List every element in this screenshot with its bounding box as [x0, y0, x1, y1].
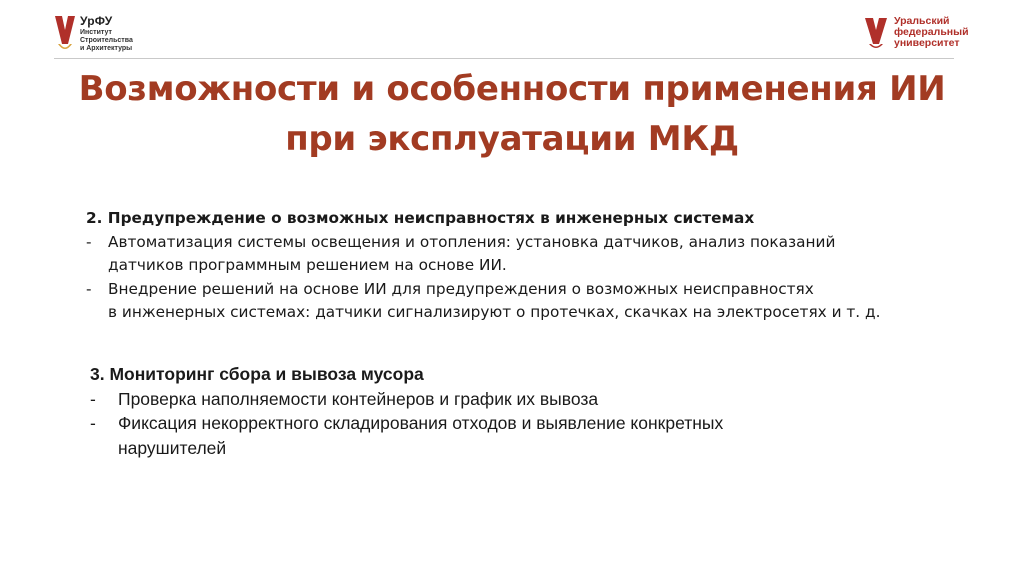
page-title-line: при эксплуатации МКД	[285, 119, 739, 159]
header-divider	[54, 58, 954, 59]
section-heading: 2. Предупреждение о возможных неисправностях в инженерных системах	[86, 209, 755, 227]
list-item	[86, 231, 986, 278]
list-item-line: датчиков программным решением на основе ИИ.	[108, 256, 507, 274]
list-dash: -	[90, 388, 96, 409]
left-logo-name: УрФУ	[80, 14, 113, 28]
urfu-logo-icon	[864, 16, 888, 50]
list-dash: -	[86, 279, 92, 298]
list-item-line: нарушителей	[118, 437, 227, 458]
list-item	[90, 387, 990, 412]
list-item-line: Проверка наполняемости контейнеров и график их вывоза	[118, 388, 599, 409]
list-item-line: Автоматизация системы освещения и отопления: установка датчиков, анализ показаний	[108, 232, 836, 251]
right-logo-name: Уральский федеральный университет	[894, 15, 969, 49]
list-item	[90, 411, 990, 460]
list-item	[86, 278, 986, 325]
left-logo-subtitle: Институт Строительства и Архитектуры	[80, 29, 133, 52]
right-logo	[864, 16, 974, 56]
page-title-line: Возможности и особенности применения ИИ	[78, 69, 946, 109]
list-item-line: Внедрение решений на основе ИИ для предупреждения о возможных неисправностях	[108, 279, 814, 298]
list-dash: -	[86, 232, 92, 251]
list-item-line: в инженерных системах: датчики сигнализируют о протечках, скачках на электросетях и т. д.	[108, 303, 881, 321]
section-waste-monitoring	[90, 362, 990, 460]
section-heading: 3. Мониторинг сбора и вывоза мусора	[90, 364, 424, 384]
left-logo	[54, 14, 174, 60]
page-title	[60, 64, 964, 164]
urfu-logo-icon	[54, 14, 76, 54]
section-warnings	[86, 207, 986, 325]
list-item-line: Фиксация некорректного складирования отходов и выявление конкретных	[118, 413, 724, 433]
list-dash: -	[90, 413, 96, 433]
